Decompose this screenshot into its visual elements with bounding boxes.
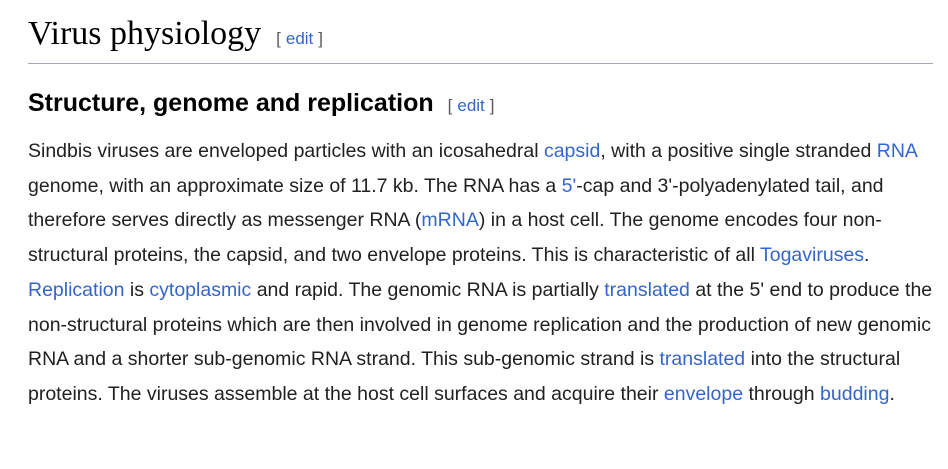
wiki-link-envelope[interactable]: envelope [663, 382, 744, 405]
edit-link-page-title[interactable]: edit [285, 29, 314, 48]
paragraph-text: Sindbis viruses are enveloped particles with an icosahedral [28, 140, 544, 162]
edit-open-bracket: [ [447, 96, 453, 115]
paragraph-text: is [124, 278, 150, 301]
section-heading: Structure, genome and replication [28, 89, 434, 117]
edit-link-section[interactable]: edit [457, 96, 485, 115]
wiki-link-capsid[interactable]: capsid [543, 140, 601, 162]
edit-section-subheading [448, 97, 495, 114]
article-paragraph [28, 134, 933, 412]
paragraph-text: , with a positive single stranded [600, 140, 877, 162]
wiki-link-budding[interactable]: budding [820, 382, 890, 405]
edit-close-bracket: ] [489, 96, 495, 115]
wiki-link-rna[interactable]: RNA [876, 140, 917, 162]
paragraph-text: ) in a host cell. The genome encodes four non-structural proteins, the capsid, and two envelope proteins. This is characteristic of all [28, 209, 882, 267]
paragraph-text: . [864, 244, 870, 267]
page-title: Virus physiology [28, 15, 262, 52]
paragraph-text: into the structural proteins. The viruses assemble at the host cell surfaces and acquire their [28, 348, 901, 405]
wiki-link-cytoplasmic[interactable]: cytoplasmic [149, 278, 252, 301]
section-heading-row [28, 88, 933, 118]
wiki-link-translated-2[interactable]: translated [659, 348, 746, 371]
paragraph-text: . [889, 382, 895, 405]
wiki-link-5-cap[interactable]: 5' [561, 174, 577, 197]
edit-close-bracket: ] [318, 29, 324, 48]
paragraph-text: at the 5' end to produce the non-structural proteins which are then involved in genome replication and the production of new genomic RNA and a shorter sub-genomic RNA strand. This sub-genomic strand is [28, 278, 933, 371]
edit-open-bracket: [ [276, 29, 281, 48]
wiki-link-togaviruses[interactable]: Togaviruses [759, 244, 865, 267]
paragraph-text: -cap and 3'-polyadenylated tail, and therefore serves directly as messenger RNA ( [28, 174, 884, 232]
edit-section-page [276, 30, 323, 47]
wiki-link-replication[interactable]: Replication [28, 278, 125, 301]
paragraph-text: and rapid. The genomic RNA is partially [251, 278, 605, 301]
paragraph-text: genome, with an approximate size of 11.7 kb. The RNA has a [28, 174, 562, 197]
wiki-link-translated-1[interactable]: translated [604, 278, 690, 301]
wiki-link-mrna[interactable]: mRNA [421, 209, 479, 232]
paragraph-text: through [743, 382, 821, 405]
page-title-row [28, 13, 933, 64]
